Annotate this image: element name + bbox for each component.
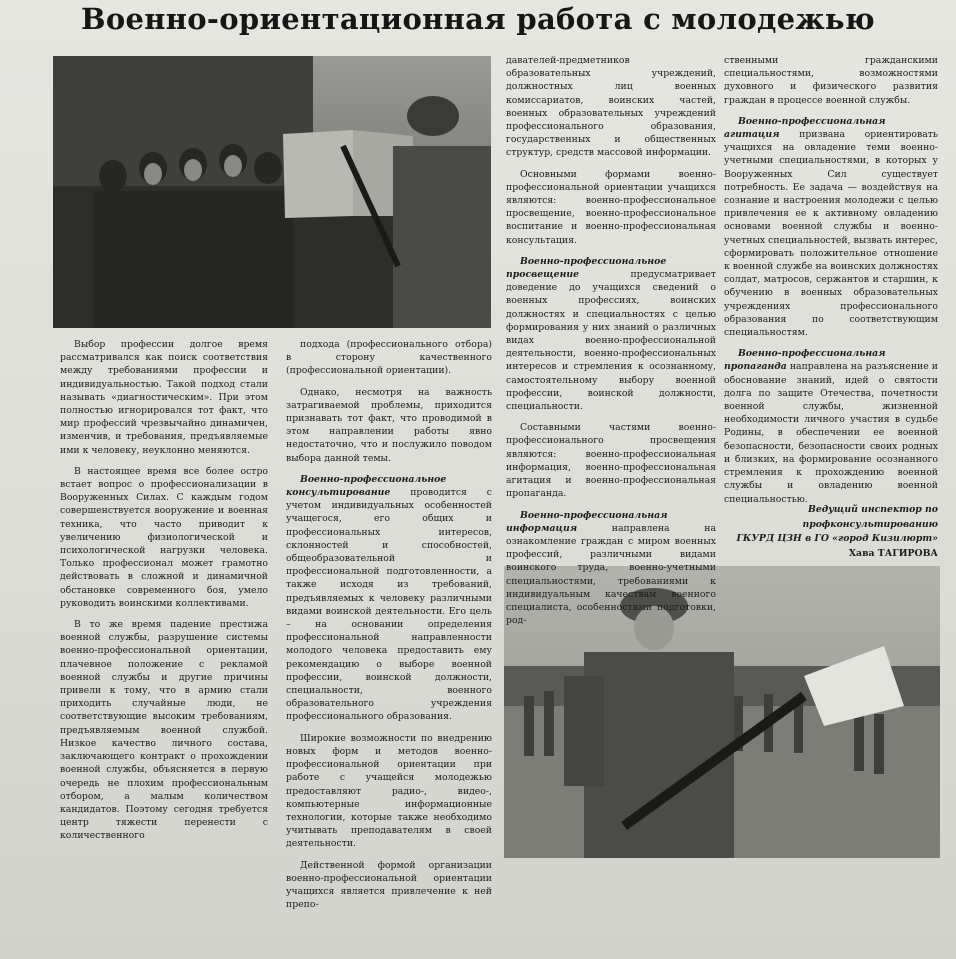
- text-column-4: [724, 54, 938, 506]
- headline: Военно-ориентационная работа с молодежью: [81, 2, 875, 36]
- paragraph: Основными формами военно-профессиональной ориентации учащихся являются: военно-профессиональное просвещение, военно-профессиональное воспитание и военно-профессиональная консультация.: [506, 168, 716, 246]
- text-column-3: [506, 54, 716, 627]
- paragraph: [506, 509, 716, 628]
- paragraph: Широкие возможности по внедрению новых форм и методов военно-профессиональной ориентации при работе с учащейся молодежью предоставляют радио-, видео-, компьютерные информационные технологии, которые также необходимо учитывать преподавателям в своей деятельности.: [286, 732, 492, 850]
- photo-oath-ceremony: [53, 56, 491, 328]
- paragraph: [724, 115, 938, 339]
- subhead-agitation: Военно-профессиональная агитация: [724, 115, 886, 141]
- text-column-2: [286, 338, 492, 911]
- paragraph: Выбор профессии долгое время рассматривался как поиск соответствия между требованиями профессии и индивидуальностью. Такой подход стали называть «диагностическим». При этом полностью игнорировался тот факт, что мир профессий чрезвычайно динамичен, изменчив, и требования, предъявляемые ими к человеку, неуклонно меняются.: [60, 339, 268, 456]
- paragraph-body: направлена на ознакомление граждан с миром военных профессий, различными видами воинского труда, военно-учетными специальностями, требованиями к индивидуальным качествам военного специалиста, особенностями подготовки, род-: [506, 522, 716, 627]
- paragraph: [724, 347, 938, 505]
- oath-ceremony-image: [53, 56, 491, 328]
- paragraph: В настоящее время все более остро встает вопрос о профессионализации в Вооруженных Силах. С каждым годом совершенствуется вооружение и военная техника, что часто приводит к увеличению физиологической и психологической нагрузки человека. Только профессионал может грамотно действовать в сложной и динамичной обстановке современного боя, умело руководить воинскими коллективами.: [60, 465, 268, 609]
- paragraph-body: направлена на разъяснение и обоснование знаний, идей о святости долга по защите Отечества, почетности военной службы, жизненной необходимости личного участия в судьбе Родины, в обеспечении ее военной безопасности, безопасности своих родных и близких, на формирование осознанного стремления к прохождению военной службы и овладению военной специальностью.: [724, 361, 938, 505]
- paragraph-body: предусматривает доведение до учащихся сведений о военных профессиях, воинских должностях и специальностях с целью формирования у них знаний о различных видах военно-профессиональной деятельности, военно-профессиональных интересов и стремления к осознанному, самостоятельному выбору военной профессии, воинской должности, специальности.: [506, 269, 716, 413]
- subhead-enlightenment: Военно-профессиональное просвещение: [506, 255, 667, 281]
- paragraph: В то же время падение престижа военной службы, разрушение системы военно-профессиональной ориентации, плачевное положение с рекламой военной службы и другие причины привели к тому, что в армию стали приходить случайные люди, не соответствующие высоким требованиям, предъявляемым военной службой. Низкое качество личного состава, заключающего контракт о прохождении военной службы, объясняется в первую очередь не плохим профессиональным отбором, а малым количеством кандидатов. Поэтому сегодня требуется центр тяжести перенести с количественного: [60, 619, 268, 842]
- paragraph: [506, 255, 716, 413]
- subhead-propaganda: Военно-профессиональная пропаганда: [724, 348, 886, 373]
- paragraph: Действенной формой организации военно-профессиональной ориентации учащихся является привлечение к ней препо-: [286, 859, 492, 911]
- paragraph: Составными частями военно-профессионального просвещения являются: военно-профессиональная информация, военно-профессиональная агитация и военно-профессиональная пропаганда.: [506, 422, 716, 500]
- paragraph: [286, 473, 492, 724]
- paragraph: ственными гражданскими специальностями, возможностями духовного и физического развития граждан в процессе военной службы.: [724, 55, 938, 106]
- paragraph: подхода (профессионального отбора) в сторону качественного (профессиональной ориентации).: [286, 339, 492, 377]
- paragraph-body: проводится с учетом индивидуальных особенностей учащегося, его общих и профессиональных интересов, склонностей и способностей, общеобразовательной и профессиональной подготовленности, а также исходя из требований, предъявляемых к человеку различными видами воинской деятельности. Его цель – на основании определения профессиональной направленности молодого человека предоставить ему рекомендацию о выборе военной профессии, воинской должности, специальности, военного образовательного учреждения профессионального образования.: [286, 487, 492, 723]
- author-signature: [724, 503, 938, 561]
- author-position: Ведущий инспектор по профконсультированию: [802, 504, 938, 530]
- subhead-consulting: Военно-профессиональное консультирование: [286, 473, 447, 499]
- paragraph: давателей-предметников образовательных учреждений, должностных лиц военных комиссариатов, воинских частей, военных образовательных учреждений профессионального образования, государственных и общественных структур, средств массовой информации.: [506, 55, 716, 159]
- author-name: Хава ТАГИРОВА: [848, 547, 938, 559]
- subhead-information: Военно-профессиональная информация: [506, 509, 668, 534]
- paragraph-body: призвана ориентировать учащихся на овладение теми военно-учетными специальностями, в которых у Вооруженных Сил существует потребность. Ее задача — воздействуя на сознание и настроения молодежи с целью привлечения ее к активному овладению основами военной службы и военно-учетных специальностей, вызвать интерес, сформировать положительное отношение к военной службе на воинских должностях солдат, матросов, сержантов и старшин, к обучению в военных образовательных учреждениях профессионального образования по соответствующим специальностям.: [724, 129, 938, 339]
- paragraph: Однако, несмотря на важность затрагиваемой проблемы, приходится признавать тот факт, что проводимой в этом направлении работы явно недостаточно, что и послужило поводом выбора данной темы.: [286, 386, 492, 464]
- text-column-1: [60, 338, 268, 843]
- author-organization: ГКУРД ЦЗН в ГО «город Кизилюрт»: [736, 533, 938, 545]
